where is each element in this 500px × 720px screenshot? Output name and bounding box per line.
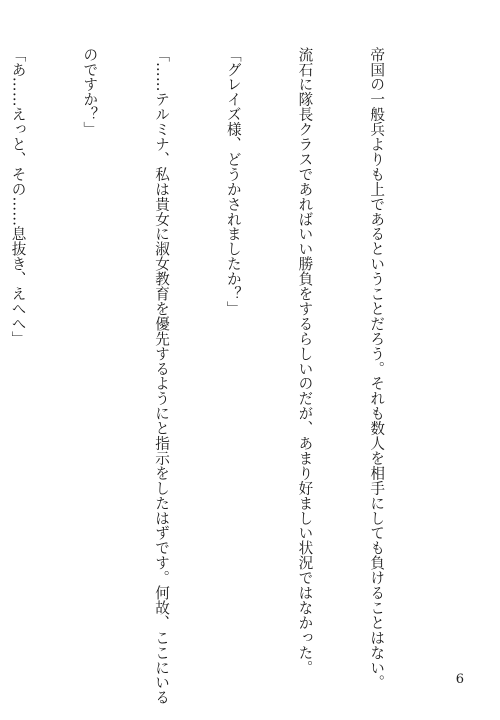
text-line: 「グレイズ様、どうかされましたか？」 [224, 47, 242, 317]
text-line: 「……テルミナ、私は貴女に淑女教育を優先するようにと指示をしたはずです。何故、ここにいる [153, 47, 171, 705]
text-line: 流石に隊長クラスであればいい勝負をするらしいのだが、あまり好ましい状況ではなかった。 [296, 47, 314, 675]
text-line: 帝国の一般兵よりも上であるということだろう。それも数人を相手にしても負けることはない。 [368, 47, 386, 690]
text-line: 「あ……えっと、その……息抜き、えへへ」 [9, 47, 27, 346]
page-number: 6 [455, 672, 464, 687]
text-line: のですか？」 [81, 47, 99, 137]
vertical-text-body [9, 47, 436, 705]
